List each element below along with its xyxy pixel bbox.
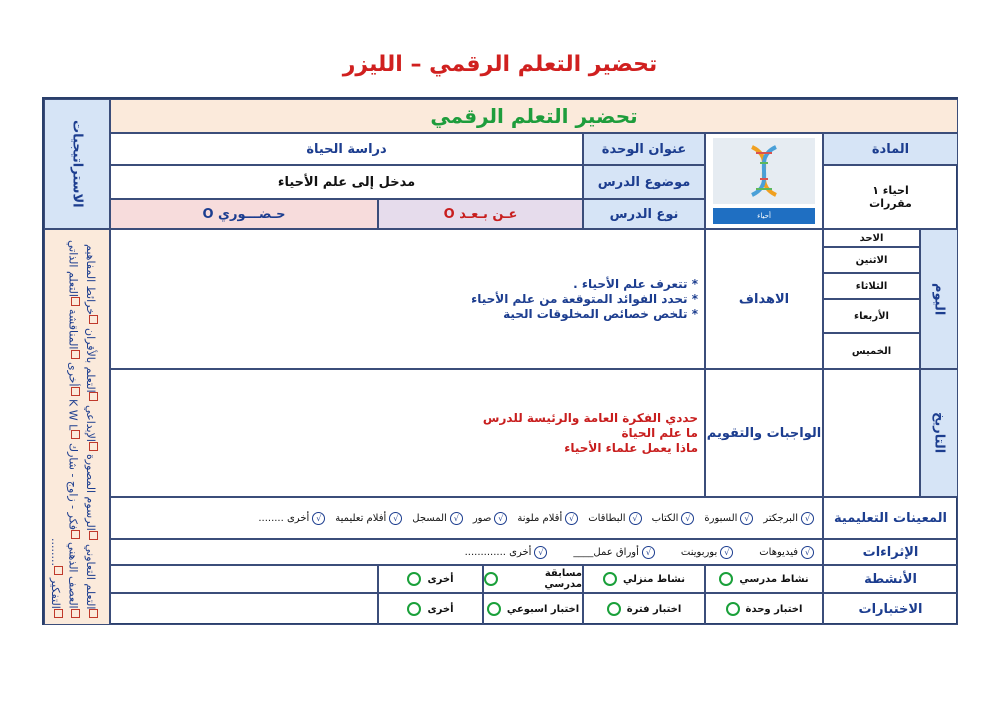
aid-option[interactable] xyxy=(763,512,814,525)
test-other-radio[interactable] xyxy=(407,602,421,616)
activity-other[interactable] xyxy=(378,565,483,593)
objective-item: * تتعرف علم الأحياء . xyxy=(573,276,698,291)
checkbox-icon[interactable] xyxy=(71,297,80,306)
check-circle-icon[interactable]: √ xyxy=(389,512,402,525)
aid-option[interactable] xyxy=(652,512,695,525)
day-tuesday[interactable]: الثلاثاء xyxy=(823,273,920,299)
strategy-label: ........ xyxy=(49,537,62,566)
strategy-item[interactable] xyxy=(84,454,97,540)
enrichment-option-label: أخرى ............. xyxy=(464,546,532,558)
aid-option-label: البرجكتر xyxy=(763,512,798,524)
in-person-option[interactable]: حـضـــوري O xyxy=(110,199,378,229)
checkbox-icon[interactable] xyxy=(71,350,80,359)
enrichment-options xyxy=(110,539,823,565)
check-circle-icon[interactable]: √ xyxy=(801,546,814,559)
checkbox-icon[interactable] xyxy=(89,609,98,618)
strategy-label: K W L xyxy=(66,399,80,431)
check-circle-icon[interactable]: √ xyxy=(740,512,753,525)
strategy-item[interactable] xyxy=(67,309,80,358)
day-monday[interactable]: الاثنين xyxy=(823,247,920,273)
homework-item: ماذا يعمل علماء الأحياء xyxy=(564,440,698,455)
day-header xyxy=(920,229,958,369)
test-other[interactable] xyxy=(378,593,483,625)
tests-label: الاختبارات xyxy=(823,593,958,625)
aids-label: المعينات التعليمية xyxy=(823,497,958,539)
aids-options xyxy=(110,497,823,539)
strategy-label: فكر - زاوج - شارك xyxy=(66,442,80,530)
check-circle-icon[interactable]: √ xyxy=(450,512,463,525)
test-period-radio[interactable] xyxy=(607,602,621,616)
activity-home-radio[interactable] xyxy=(603,572,617,586)
aid-option[interactable] xyxy=(704,512,753,525)
strategy-item[interactable] xyxy=(67,399,80,439)
strategy-label: الإبداعي xyxy=(84,404,97,442)
test-blank xyxy=(110,593,378,625)
strategy-label: التفكير xyxy=(49,578,62,609)
strategy-label: خرائط المفاهيم xyxy=(84,244,97,316)
activity-competition-label: مسابقة مدرسي xyxy=(544,568,582,590)
aid-option[interactable] xyxy=(335,512,402,525)
strategy-item[interactable] xyxy=(84,405,97,451)
checkbox-icon[interactable] xyxy=(71,609,80,618)
strategy-item[interactable] xyxy=(49,538,62,575)
check-circle-icon[interactable]: √ xyxy=(642,546,655,559)
subject-line-2: مقررات xyxy=(869,197,912,210)
aid-option[interactable] xyxy=(517,512,578,525)
lesson-topic-value: مدخل إلى علم الأحياء xyxy=(110,165,583,199)
strategy-item[interactable] xyxy=(67,240,80,306)
strategy-item[interactable] xyxy=(49,578,62,618)
aid-option-label: أقلام ملونة xyxy=(517,512,563,524)
day-wednesday[interactable]: الأربعاء xyxy=(823,299,920,333)
homework-list xyxy=(483,411,698,456)
test-other-label: أخرى xyxy=(427,603,454,615)
strategies-label: الاستراتيجيات xyxy=(69,120,85,208)
activity-other-label: أخرى xyxy=(427,573,454,585)
checkbox-icon[interactable] xyxy=(89,315,98,324)
strategy-label: التعلم التعاوني xyxy=(84,543,97,609)
homework-content xyxy=(110,369,705,497)
checkbox-icon[interactable] xyxy=(71,530,80,539)
date-value[interactable] xyxy=(823,369,920,497)
date-header xyxy=(920,369,958,497)
remote-option[interactable]: عـن بـعـد O xyxy=(378,199,583,229)
strategy-label: التعلم بالأقران xyxy=(84,327,97,393)
enrichment-option[interactable] xyxy=(465,546,548,559)
activity-competition[interactable] xyxy=(483,565,583,593)
strategy-item[interactable] xyxy=(84,328,97,402)
test-weekly-label: اختبار اسبوعي xyxy=(506,603,580,615)
checkbox-icon[interactable] xyxy=(89,531,98,540)
objectives-content xyxy=(110,229,705,369)
banner-title: تحضير التعلم الرقمي xyxy=(110,99,958,133)
check-circle-icon[interactable]: √ xyxy=(565,512,578,525)
activity-school[interactable] xyxy=(705,565,823,593)
activity-other-radio[interactable] xyxy=(407,572,421,586)
strategy-label: المناقشة xyxy=(66,309,80,350)
objectives-label: الاهداف xyxy=(705,229,823,369)
check-circle-icon[interactable]: √ xyxy=(534,546,547,559)
strategies-items xyxy=(45,230,102,624)
test-weekly[interactable] xyxy=(483,593,583,625)
activity-school-label: نشاط مدرسي xyxy=(739,573,809,585)
objective-item: * تلخص خصائص المخلوقات الحية xyxy=(503,306,698,321)
strategy-item[interactable] xyxy=(67,542,80,618)
strategies-list xyxy=(44,229,110,625)
activity-home[interactable] xyxy=(583,565,705,593)
strategy-item[interactable] xyxy=(84,544,97,618)
aid-option-label: السبورة xyxy=(704,512,738,524)
test-period[interactable] xyxy=(583,593,705,625)
lesson-type-label: نوع الدرس xyxy=(583,199,705,229)
enrichment-option-label: فيديوهات xyxy=(759,546,798,558)
test-unit[interactable] xyxy=(705,593,823,625)
test-unit-label: اختبار وحدة xyxy=(745,603,803,615)
dna-icon xyxy=(713,138,815,204)
lesson-plan-table xyxy=(42,97,958,625)
subject-logo xyxy=(705,133,823,229)
enrichment-option-label: بوربوينت xyxy=(680,546,718,558)
unit-title-label: عنوان الوحدة xyxy=(583,133,705,165)
check-circle-icon[interactable]: √ xyxy=(312,512,325,525)
date-label: التاريخ xyxy=(931,412,947,454)
check-circle-icon[interactable]: √ xyxy=(629,512,642,525)
activities-label: الأنشطة xyxy=(823,565,958,593)
unit-title-value: دراسة الحياة xyxy=(110,133,583,165)
test-period-label: اختبار فترة xyxy=(626,603,682,615)
checkbox-icon[interactable] xyxy=(89,392,98,401)
lesson-topic-label: موضوع الدرس xyxy=(583,165,705,199)
test-unit-radio[interactable] xyxy=(726,602,740,616)
checkbox-icon[interactable] xyxy=(71,430,80,439)
aid-option[interactable] xyxy=(588,512,641,525)
check-circle-icon[interactable]: √ xyxy=(681,512,694,525)
aid-option-label: أفلام تعليمية xyxy=(335,512,387,524)
aid-option-label: البطاقات xyxy=(588,512,626,524)
aid-option[interactable] xyxy=(473,512,508,525)
strategy-item[interactable] xyxy=(84,244,97,324)
strategy-label: التعلم الذاتي xyxy=(66,239,80,297)
subject-label: المادة xyxy=(823,133,958,165)
checkbox-icon[interactable] xyxy=(54,609,63,618)
activity-home-label: نشاط منزلي xyxy=(623,573,685,585)
objective-item: * تحدد الفوائد المتوقعة من علم الأحياء xyxy=(471,291,698,306)
check-circle-icon[interactable]: √ xyxy=(494,512,507,525)
page-title: تحضير التعلم الرقمي – الليزر xyxy=(342,52,658,77)
test-weekly-radio[interactable] xyxy=(487,602,501,616)
homework-label: الواجبات والتقويم xyxy=(705,369,823,497)
aid-option-label: أخرى ........ xyxy=(258,512,310,524)
checkbox-icon[interactable] xyxy=(54,566,63,575)
strategy-label: الرسوم المصورة xyxy=(84,454,97,532)
homework-item: ما علم الحياة xyxy=(621,425,698,440)
enrichment-option[interactable] xyxy=(573,546,654,559)
aid-option-label: صور xyxy=(472,512,492,524)
enrichment-option-label: أوراق عمل____ xyxy=(573,546,639,558)
aid-option[interactable] xyxy=(412,512,463,525)
checkbox-icon[interactable] xyxy=(71,387,80,396)
checkbox-icon[interactable] xyxy=(89,442,98,451)
check-circle-icon[interactable]: √ xyxy=(720,546,733,559)
logo-caption: أحياء xyxy=(713,208,815,224)
activity-school-radio[interactable] xyxy=(719,572,733,586)
aid-option-label: الكتاب xyxy=(651,512,679,524)
day-label: اليوم xyxy=(931,282,947,316)
objectives-list xyxy=(471,277,698,322)
activity-competition-radio[interactable] xyxy=(484,572,498,586)
enrichment-option[interactable] xyxy=(759,546,814,559)
aid-option-label: المسجل xyxy=(412,512,447,524)
strategy-label: أخرى xyxy=(66,362,80,387)
check-circle-icon[interactable]: √ xyxy=(801,512,814,525)
strategy-item[interactable] xyxy=(67,362,80,396)
subject-line-1: احياء ١ xyxy=(872,184,909,197)
aids-row xyxy=(111,498,822,538)
aid-option[interactable] xyxy=(258,512,325,525)
activity-blank xyxy=(110,565,378,593)
strategy-item[interactable] xyxy=(67,443,80,539)
enrichment-option[interactable] xyxy=(681,546,733,559)
strategy-label: العصف الذهني xyxy=(66,542,80,609)
day-thursday[interactable]: الخميس xyxy=(823,333,920,369)
homework-item: حددي الفكرة العامة والرئيسة للدرس xyxy=(482,410,698,425)
day-sunday[interactable]: الاحد xyxy=(823,229,920,247)
subject-value xyxy=(823,165,958,229)
enrichment-label: الإثراءات xyxy=(823,539,958,565)
enrichment-row xyxy=(111,540,822,564)
strategies-header xyxy=(44,99,110,229)
